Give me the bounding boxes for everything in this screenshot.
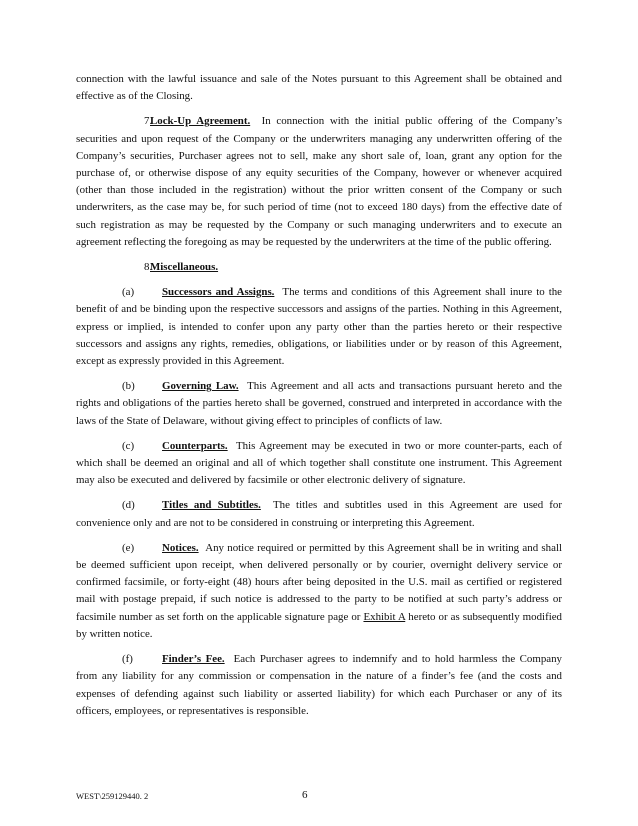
subsection-e-paragraph [76, 540, 562, 643]
section-8-title: Miscellaneous. [150, 261, 219, 274]
section-7-number: 7. [144, 115, 153, 128]
section-8-heading [76, 259, 562, 276]
subsection-e-label: (e) [122, 541, 135, 554]
subsection-f-body: Each Purchaser agrees to indemnify and to hold harmless the Company from any liability for any commission or compensation in the nature of a finder’s fee (and the costs and expenses of defending against such liability or asserted liability) for which each Purchaser or any of its officers, employees, or representatives is responsible. [76, 653, 562, 717]
intro-paragraph [76, 71, 562, 105]
subsection-e-title: Notices. [162, 541, 199, 554]
subsection-c-title: Counterparts. [162, 439, 228, 452]
page-number: 6 [302, 789, 308, 801]
subsection-e-body: Any notice required or permitted by this Agreement shall be in writing and shall be deemed sufficient upon receipt, when delivered personally or by courier, overnight delivery service or confirmed facsimile, or forty-eight (48) hours after being deposited in the U.S. mail as certified or registered mail with postage prepaid, if such notice is addressed to the party to be notified at such party’s address or facsimile number as set forth on the applicable signature page or [76, 541, 563, 623]
subsection-d-title: Titles and Subtitles. [162, 499, 261, 512]
document-body [76, 71, 562, 728]
subsection-a-body: The terms and conditions of this Agreement shall inure to the benefit of and be binding upon the respective successors and assigns of the parties. Nothing in this Agreement, express or implied, is intended to confer upon any party other than the parties hereto or their respective successors and assigns any rights, remedies, obligations, or liabilities under or by reason of this Agreement, except as expressly provided in this Agreement. [76, 286, 562, 368]
subsection-c-label: (c) [122, 439, 135, 452]
section-7-body: In connection with the initial public offering of the Company’s securities and upon request of the Company or the underwriters managing any underwritten offering of the Company’s securities, Purchaser agrees not to sell, make any short sale of, loan, grant any option for the purchase of, or otherwise dispose of any equity securities of the Company, however or whenever acquired (other than those included in the registration) without the prior written consent of the Company or such underwriters, as the case may be, for such period of time (not to exceed 180 days) from the effective date of such registration as may be requested by the Company or such managing underwriters and to execute an agreement reflecting the foregoing as may be requested by the underwriters at the time of the public offering. [76, 115, 562, 248]
section-7-title: Lock-Up Agreement. [150, 115, 251, 128]
subsection-e-body-end: hereto or as subsequently modified by written notice. [76, 610, 562, 640]
subsection-d-body: The titles and subtitles used in this Agreement are used for convenience only and are not to be considered in construing or interpreting this Agreement. [76, 499, 563, 529]
document-id: WEST\259129440. 2 [76, 791, 149, 801]
subsection-d-label: (d) [122, 499, 135, 512]
exhibit-a-reference: Exhibit A [363, 610, 406, 623]
section-7-paragraph [76, 113, 562, 251]
intro-text: connection with the lawful issuance and sale of the Notes pursuant to this Agreement shall be obtained and effective as of the Closing. [76, 73, 562, 103]
subsection-c-body: This Agreement may be executed in two or more counter-parts, each of which shall be deemed an original and all of which together shall constitute one instrument. This Agreement may also be executed and delivered by facsimile or other electronic delivery of signature. [76, 439, 562, 487]
section-8-number: 8. [144, 261, 153, 274]
subsection-f-label: (f) [122, 653, 133, 666]
subsection-d-paragraph [76, 497, 562, 531]
subsection-b-body: This Agreement and all acts and transactions pursuant hereto and the rights and obligations of the parties hereto shall be governed, construed and interpreted in accordance with the laws of the State of Delaware, without giving effect to principles of conflicts of law. [76, 380, 562, 427]
subsection-b-label: (b) [122, 380, 135, 393]
subsection-b-paragraph [76, 378, 562, 430]
subsection-a-label: (a) [122, 286, 135, 299]
subsection-a-paragraph [76, 284, 562, 370]
subsection-a-title: Successors and Assigns. [162, 286, 275, 299]
subsection-f-paragraph [76, 651, 562, 720]
subsection-c-paragraph [76, 438, 562, 490]
subsection-b-title: Governing Law. [162, 380, 239, 393]
subsection-f-title: Finder’s Fee. [162, 653, 225, 666]
